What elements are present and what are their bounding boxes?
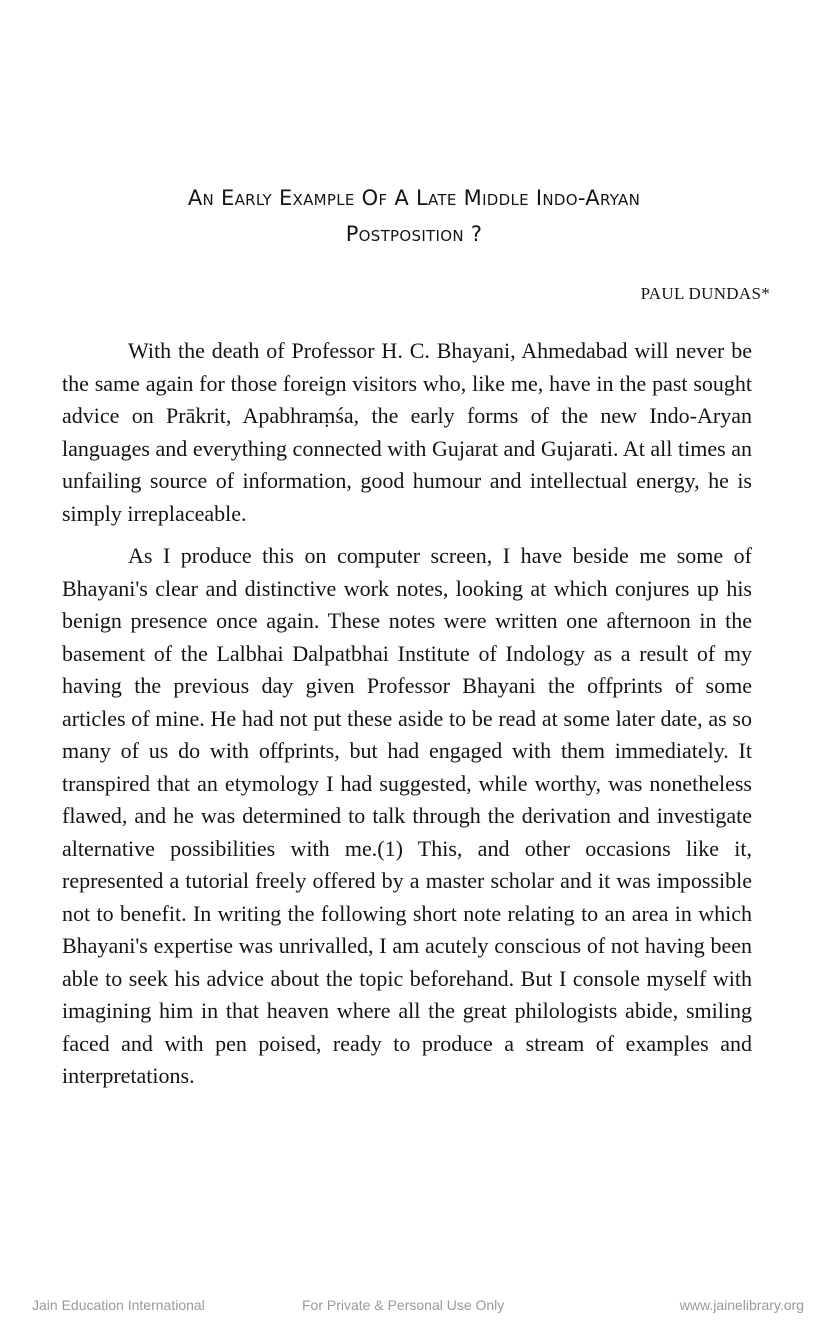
paragraph-1: With the death of Professor H. C. Bhayani, Ahmedabad will never be the same again for those foreign visitors who, like me, have in the past sought advice on Prākrit, Apabhraṃśa, the early forms of the new Indo-Aryan languages and everything connected with Gujarat and Gujarati. At all times an unfailing source of information, good humour and intellectual energy, he is simply irreplaceable. bbox=[62, 338, 752, 526]
footer-usage-note: For Private & Personal Use Only bbox=[302, 1297, 505, 1313]
footer-website: www.jainelibrary.org bbox=[679, 1297, 804, 1313]
author-name: PAUL DUNDAS* bbox=[640, 284, 770, 303]
article-title-line-1: An Early Example Of A Late Middle Indo-Aryan bbox=[187, 186, 641, 210]
article-title-line-2: Postposition ? bbox=[345, 222, 483, 246]
paragraph-2: As I produce this on computer screen, I have beside me some of Bhayani's clear and distinctive work notes, looking at which conjures up his benign presence once again. These notes were written one afternoon in the basement of the Lalbhai Dalpatbhai Institute of Indology as a result of my having the previous day given Professor Bhayani the offprints of some articles of mine. He had not put these aside to be read at some later date, as so many of us do with offprints, but had engaged with them immediately. It transpired that an etymology I had suggested, while worthy, was nonetheless flawed, and he was determined to talk through the derivation and investigate alternative possibilities with me.(1) This, and other occasions like it, represented a tutorial freely offered by a master scholar and it was impossible not to benefit. In writing the following short note relating to an area in which Bhayani's expertise was unrivalled, I am acutely conscious of not having been able to seek his advice about the topic beforehand. But I console myself with imagining him in that heaven where all the great philologists abide, smiling faced and with pen poised, ready to produce a stream of examples and interpretations. bbox=[62, 543, 752, 1088]
footer-publisher: Jain Education International bbox=[32, 1297, 205, 1313]
article-body bbox=[62, 335, 752, 1103]
